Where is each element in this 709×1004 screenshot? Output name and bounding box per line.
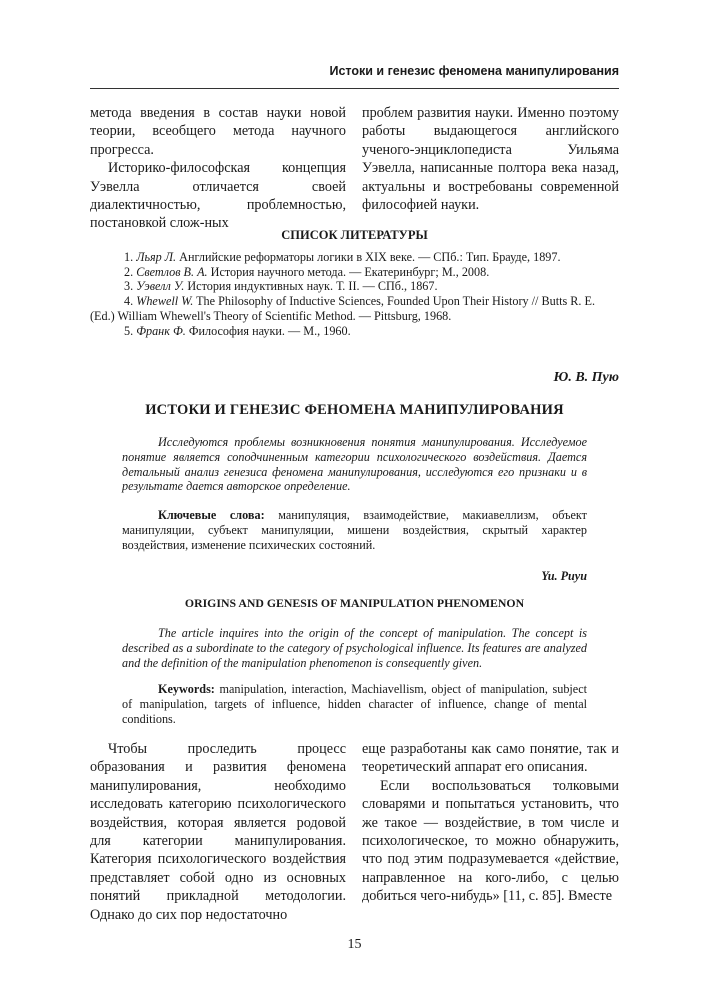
keywords-en-text: manipulation, interaction, Machiavellism, object of manipulation, subject of manipulation, targets of influence, hidden character of influence, change of mental conditions.: [122, 682, 588, 726]
reference-item: 2. Светлов В. А. История научного метода. — Екатеринбург; М., 2008.: [124, 264, 490, 279]
running-header: Истоки и генезис феномена манипулирования: [329, 64, 619, 78]
intro-left-column: [90, 104, 346, 233]
article-title-en: ORIGINS AND GENESIS OF MANIPULATION PHENOMENON: [184, 596, 525, 610]
body-right-paragraph-2: Если воспользоваться толковыми словарями и попытаться установить, что же такое — воздействие, в том числе и психологическое, то можно обнаружить, что под этим подразумевается «действие, направленное на кого-либо, с целью добиться чего-нибудь» [11, с. 85]. Вместе: [362, 777, 619, 905]
keywords-en: [122, 682, 587, 726]
abstract-ru-text: Исследуются проблемы возникновения понятия манипулирования. Исследуемое понятие является соподчиненным категории психологического воздействия. Дается детальный анализ генезиса феномена манипулирования, исследуются его признаки и в результате дается авторское определение.: [122, 435, 587, 494]
body-left-paragraph: Чтобы проследить процесс образования и развития феномена манипулирования, необходимо исследовать категорию психологического воздействия, которая является родовой для категории манипулирования. Категория психологического воздействия представляет собой одно из основных понятий прикладной методологии. Однако до сих пор недостаточно: [90, 741, 346, 923]
references-title: СПИСОК ЛИТЕРАТУРЫ: [281, 228, 428, 242]
reference-item: 3. Уэвелл У. История индуктивных наук. Т. II. — СПб., 1867.: [124, 279, 438, 294]
intro-left-paragraph-2: Историко-философская концепция Уэвелла отличается своей диалектичностью, проблемностью, постановкой слож-ных: [90, 160, 346, 232]
abstract-en: [122, 626, 587, 670]
intro-left-paragraph-1: метода введения в состав науки новой теории, всеобщего метода научного прогресса.: [90, 105, 346, 158]
article-title-ru: ИСТОКИ И ГЕНЕЗИС ФЕНОМЕНА МАНИПУЛИРОВАНИЯ: [145, 402, 564, 418]
intro-right-paragraph: проблем развития науки. Именно поэтому работы выдающегося английского ученого-энциклопедиста Уильяма Уэвелла, написанные полтора века назад, актуальны и востребованы современной философией науки.: [362, 105, 619, 214]
abstract-en-text: The article inquires into the origin of the concept of manipulation. The concept is described as a subordinate to the category of psychological influence. Its features are analyzed and the definition of the manipulation phenomenon is consequently given.: [122, 626, 587, 670]
keywords-ru: [122, 508, 587, 552]
keywords-ru-label: Ключевые слова:: [158, 508, 265, 522]
page-number: 15: [347, 937, 362, 952]
abstract-ru: [122, 435, 587, 494]
header-rule: [90, 88, 619, 89]
author-en: Yu. Puyu: [541, 569, 587, 583]
reference-item: 1. Льяр Л. Английские реформаторы логики в XIX веке. — СПб.: Тип. Брауде, 1897.: [124, 250, 561, 264]
author-ru: Ю. В. Пую: [553, 370, 619, 385]
body-left-column: [90, 740, 346, 924]
reference-item: 4. Whewell W. The Philosophy of Inductive Sciences, Founded Upon Their History // Butts R. E. (Ed.) William Whewell's Theory of Scientific Method. — Pittsburg, 1968.: [90, 294, 595, 323]
keywords-en-label: Keywords:: [158, 682, 215, 696]
body-right-column: [362, 740, 619, 906]
keywords-ru-text: манипуляция, взаимодействие, макиавеллизм, объект манипуляции, субъект манипуляции, мишени воздействия, скрытый характер воздействия, изменение психических состояний.: [122, 508, 587, 552]
reference-item: 5. Франк Ф. Философия науки. — М., 1960.: [124, 323, 351, 338]
body-right-paragraph-1: еще разработаны как само понятие, так и теоретический аппарат его описания.: [362, 741, 619, 776]
reference-list: [90, 250, 619, 338]
intro-right-column: [362, 104, 619, 214]
